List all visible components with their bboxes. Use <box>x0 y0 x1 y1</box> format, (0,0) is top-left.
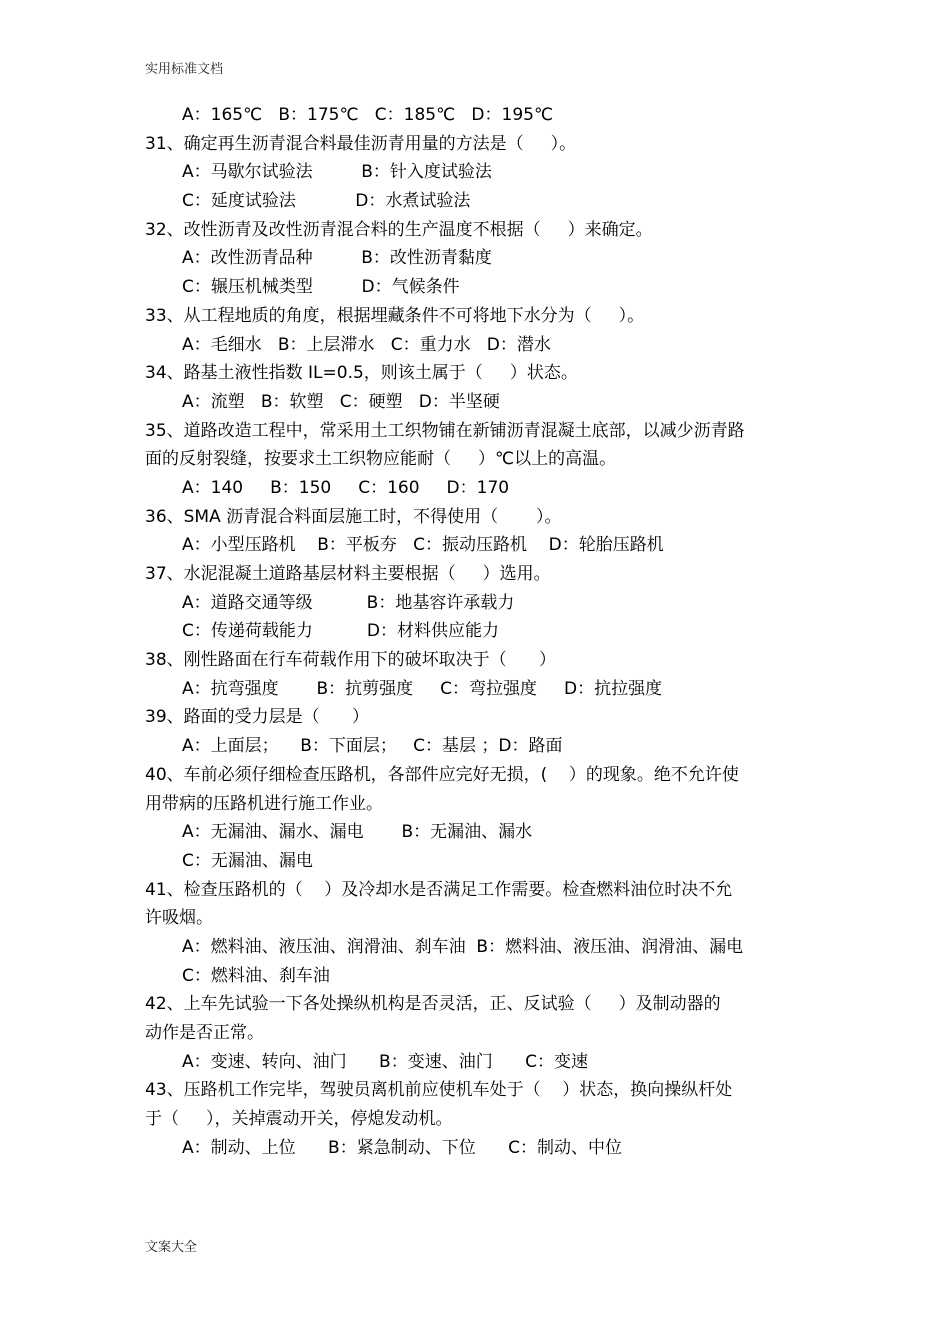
question-list <box>145 101 815 1162</box>
answer-options-line: A：抗弯强度 B：抗剪强度 C：弯拉强度 D：抗拉强度 <box>182 678 663 699</box>
answer-options-line: A：改性沥青品种 B：改性沥青黏度 <box>182 248 492 269</box>
answer-options-line: A：140 B：150 C：160 D：170 <box>182 477 510 498</box>
question-text-line: 36、SMA 沥青混合料面层施工时，不得使用（ ）。 <box>145 506 562 527</box>
question-text-line: 33、从工程地质的角度，根据埋藏条件不可将地下水分为（ ）。 <box>145 305 645 326</box>
answer-options-line: A：毛细水 B：上层滞水 C：重力水 D：潜水 <box>182 334 551 355</box>
question-text-line: 37、水泥混凝土道路基层材料主要根据（ ）选用。 <box>145 564 551 584</box>
answer-options-line: C：无漏油、漏电 <box>182 850 313 871</box>
page-header: 实用标准文档 <box>145 62 224 77</box>
question-text-line: 42、上车先试验一下各处操纵机构是否灵活，正、反试验（ ）及制动器的 <box>145 994 721 1015</box>
answer-options-line: A：流塑 B：软塑 C：硬塑 D：半坚硬 <box>182 391 500 412</box>
answer-options-line: C：传递荷载能力 D：材料供应能力 <box>182 621 499 642</box>
answer-options-line: A：道路交通等级 B：地基容许承载力 <box>182 592 515 613</box>
question-text-line: 于（ ），关掉震动开关，停熄发动机。 <box>145 1109 453 1130</box>
question-text-line: 35、道路改造工程中，常采用土工织物铺在新铺沥青混凝土底部，以减少沥青路 <box>145 420 745 441</box>
question-text-line: 40、车前必须仔细检查压路机，各部件应完好无损，( ）的现象。绝不允许使 <box>145 764 739 785</box>
answer-options-line: A：上面层； B：下面层； C：基层 ；D：路面 <box>182 736 563 757</box>
question-text-line: 面的反射裂缝，按要求土工织物应能耐（ ）℃以上的高温。 <box>145 449 617 470</box>
answer-options-line: A：小型压路机 B：平板夯 C：振动压路机 D：轮胎压路机 <box>182 535 664 556</box>
question-text-line: 32、改性沥青及改性沥青混合料的生产温度不根据（ ）来确定。 <box>145 219 653 240</box>
answer-options-line: C：燃料油、刹车油 <box>182 965 330 986</box>
question-text-line: 动作是否正常。 <box>145 1023 264 1043</box>
answer-options-line: A：165℃ B：175℃ C：185℃ D：195℃ <box>182 105 554 125</box>
question-text-line: 38、刚性路面在行车荷载作用下的破坏取决于（ ） <box>145 650 557 671</box>
answer-options-line: A：无漏油、漏水、漏电 B：无漏油、漏水 <box>182 822 533 843</box>
question-text-line: 许吸烟。 <box>145 908 213 929</box>
answer-options-line: A：燃料油、液压油、润滑油、刹车油 B：燃料油、液压油、润滑油、漏电 <box>182 936 744 957</box>
answer-options-line: C：延度试验法 D：水煮试验法 <box>182 191 471 212</box>
answer-options-line: A：制动、上位 B：紧急制动、下位 C：制动、中位 <box>182 1137 623 1158</box>
question-text-line: 用带病的压路机进行施工作业。 <box>145 793 383 814</box>
question-text-line: 39、路面的受力层是（ ） <box>145 707 370 728</box>
question-text-line: 41、检查压路机的（ ）及冷却水是否满足工作需要。检查燃料油位时决不允 <box>145 879 733 900</box>
question-text-line: 43、压路机工作完毕，驾驶员离机前应使机车处于（ ）状态，换向操纵杆处 <box>145 1080 733 1101</box>
question-text-line: 34、路基土液性指数 IL=0.5，则该土属于（ ）状态。 <box>145 363 578 384</box>
answer-options-line: A：马歇尔试验法 B：针入度试验法 <box>182 162 492 183</box>
question-text-line: 31、确定再生沥青混合料最佳沥青用量的方法是（ ）。 <box>145 133 577 154</box>
answer-options-line: A：变速、转向、油门 B：变速、油门 C：变速 <box>182 1051 589 1072</box>
answer-options-line: C：辗压机械类型 D：气候条件 <box>182 277 460 298</box>
page-footer: 文案大全 <box>145 1240 198 1255</box>
